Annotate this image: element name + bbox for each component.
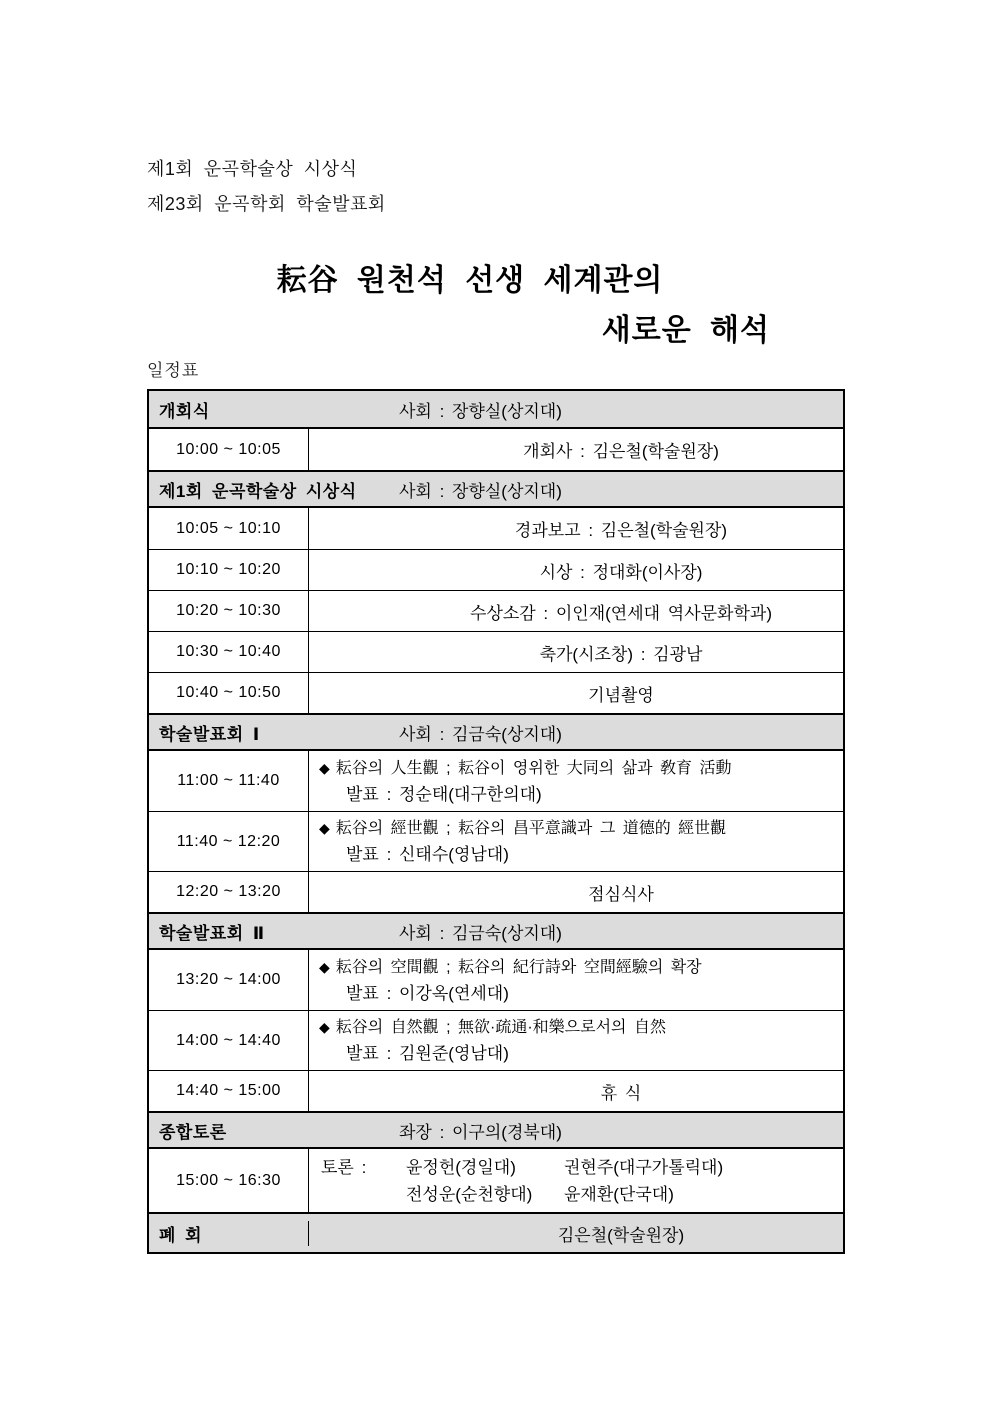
paper-row <box>149 751 843 811</box>
section-label: 학술발표회 Ⅱ <box>159 923 265 943</box>
title-line-2: 새로운 해석 <box>601 314 770 347</box>
table-row <box>149 1070 843 1111</box>
diamond-bullet-icon: ◆ <box>319 958 330 975</box>
content-cell: 축가(시조창) : 김광남 <box>539 644 703 664</box>
section-host: 사회 : 장향실(상지대) <box>399 401 562 421</box>
paper-title <box>309 1014 843 1041</box>
paper-row <box>149 1010 843 1070</box>
paper-title <box>309 815 843 842</box>
section-label: 종합토론 <box>159 1122 227 1142</box>
time-cell: 10:10 ~ 10:20 <box>149 550 309 590</box>
section-host: 사회 : 김금숙(상지대) <box>399 724 562 744</box>
paper-title <box>309 755 843 782</box>
discussant: 윤재환(단국대) <box>564 1184 674 1204</box>
table-row <box>149 672 843 713</box>
time-cell: 14:00 ~ 14:40 <box>149 1011 309 1070</box>
diamond-bullet-icon: ◆ <box>319 1019 330 1035</box>
table-row <box>149 549 843 590</box>
content-cell: 개회사 : 김은철(학술원장) <box>523 442 719 461</box>
section-host: 사회 : 김금숙(상지대) <box>399 923 562 943</box>
discussion-label: 토론 : <box>321 1157 367 1177</box>
section-host: 사회 : 장향실(상지대) <box>399 481 562 501</box>
section-host: 좌장 : 이구의(경북대) <box>399 1122 562 1142</box>
section-label: 개회식 <box>159 401 210 421</box>
paper-row <box>149 950 843 1010</box>
diamond-bullet-icon: ◆ <box>319 759 330 776</box>
time-cell: 10:20 ~ 10:30 <box>149 591 309 631</box>
section-row-session2 <box>149 912 843 950</box>
paper-row <box>149 811 843 871</box>
content-cell <box>309 1149 843 1212</box>
time-cell: 12:20 ~ 13:20 <box>149 872 309 912</box>
section-row-discussion <box>149 1111 843 1149</box>
section-label: 폐 회 <box>159 1225 203 1245</box>
paper-presenter: 발표 : 이강옥(연세대) <box>346 983 509 1003</box>
content-cell: 시상 : 정대화(이사장) <box>539 562 703 582</box>
schedule-table <box>147 389 845 1254</box>
content-cell: 휴 식 <box>600 1083 642 1103</box>
time-cell: 11:00 ~ 11:40 <box>149 751 309 811</box>
table-row <box>149 871 843 912</box>
closing-label-cell <box>149 1221 309 1246</box>
time-cell: 15:00 ~ 16:30 <box>149 1149 309 1212</box>
section-row-closing <box>149 1212 843 1252</box>
table-row <box>149 508 843 549</box>
section-label: 제1회 운곡학술상 시상식 <box>159 481 357 501</box>
paper-title-text: 耘谷의 人生觀 ; 耘谷이 영위한 大同의 삶과 敎育 活動 <box>335 759 732 777</box>
section-row-opening <box>149 391 843 429</box>
schedule-label: 일정표 <box>147 361 200 380</box>
content-cell <box>309 950 843 1010</box>
discussant-line-1 <box>321 1154 843 1181</box>
time-cell: 10:30 ~ 10:40 <box>149 632 309 672</box>
time-cell: 11:40 ~ 12:20 <box>149 812 309 871</box>
content-cell <box>309 1011 843 1070</box>
section-row-award <box>149 470 843 508</box>
content-cell: 점심식사 <box>588 884 654 904</box>
paper-presenter: 발표 : 김원준(영남대) <box>346 1044 509 1063</box>
content-cell: 김은철(학술원장) <box>557 1225 685 1245</box>
discussant-line-2 <box>321 1181 843 1208</box>
paper-presenter: 발표 : 정순태(대구한의대) <box>346 784 542 804</box>
paper-presenter: 발표 : 신태수(영남대) <box>346 845 509 864</box>
paper-title-text: 耘谷의 經世觀 ; 耘谷의 昌平意識과 그 道德的 經世觀 <box>335 820 727 837</box>
content-cell <box>309 751 843 811</box>
content-cell: 기념촬영 <box>588 685 654 705</box>
section-row-session1 <box>149 713 843 751</box>
content-cell: 수상소감 : 이인재(연세대 역사문화학과) <box>470 603 772 623</box>
section-label: 학술발표회 Ⅰ <box>159 724 260 744</box>
paper-title-text: 耘谷의 自然觀 ; 無欲·疏通·和樂으로서의 自然 <box>335 1019 666 1036</box>
discussant: 전성운(순천향대) <box>406 1184 533 1204</box>
content-cell <box>309 812 843 871</box>
discussion-row <box>149 1149 843 1212</box>
title-line-1: 耘谷 원천석 선생 세계관의 <box>276 264 664 297</box>
table-row <box>149 590 843 631</box>
paper-title <box>309 954 843 981</box>
discussant: 권현주(대구가톨릭대) <box>564 1157 724 1177</box>
document-title <box>170 256 770 356</box>
time-cell: 14:40 ~ 15:00 <box>149 1071 309 1111</box>
header-line-1: 제1회 운곡학술상 시상식 <box>147 159 358 179</box>
table-row <box>149 429 843 470</box>
time-cell: 13:20 ~ 14:00 <box>149 950 309 1010</box>
table-row <box>149 631 843 672</box>
time-cell: 10:00 ~ 10:05 <box>149 429 309 470</box>
diamond-bullet-icon: ◆ <box>319 820 330 836</box>
discussant: 윤정헌(경일대) <box>406 1157 516 1177</box>
header-line-2: 제23회 운곡학회 학술발표회 <box>147 194 386 214</box>
time-cell: 10:40 ~ 10:50 <box>149 673 309 713</box>
time-cell: 10:05 ~ 10:10 <box>149 508 309 549</box>
event-header <box>147 152 845 222</box>
paper-title-text: 耘谷의 空間觀 ; 耘谷의 紀行詩와 空間經驗의 확장 <box>335 958 702 976</box>
content-cell: 경과보고 : 김은철(학술원장) <box>514 521 728 540</box>
